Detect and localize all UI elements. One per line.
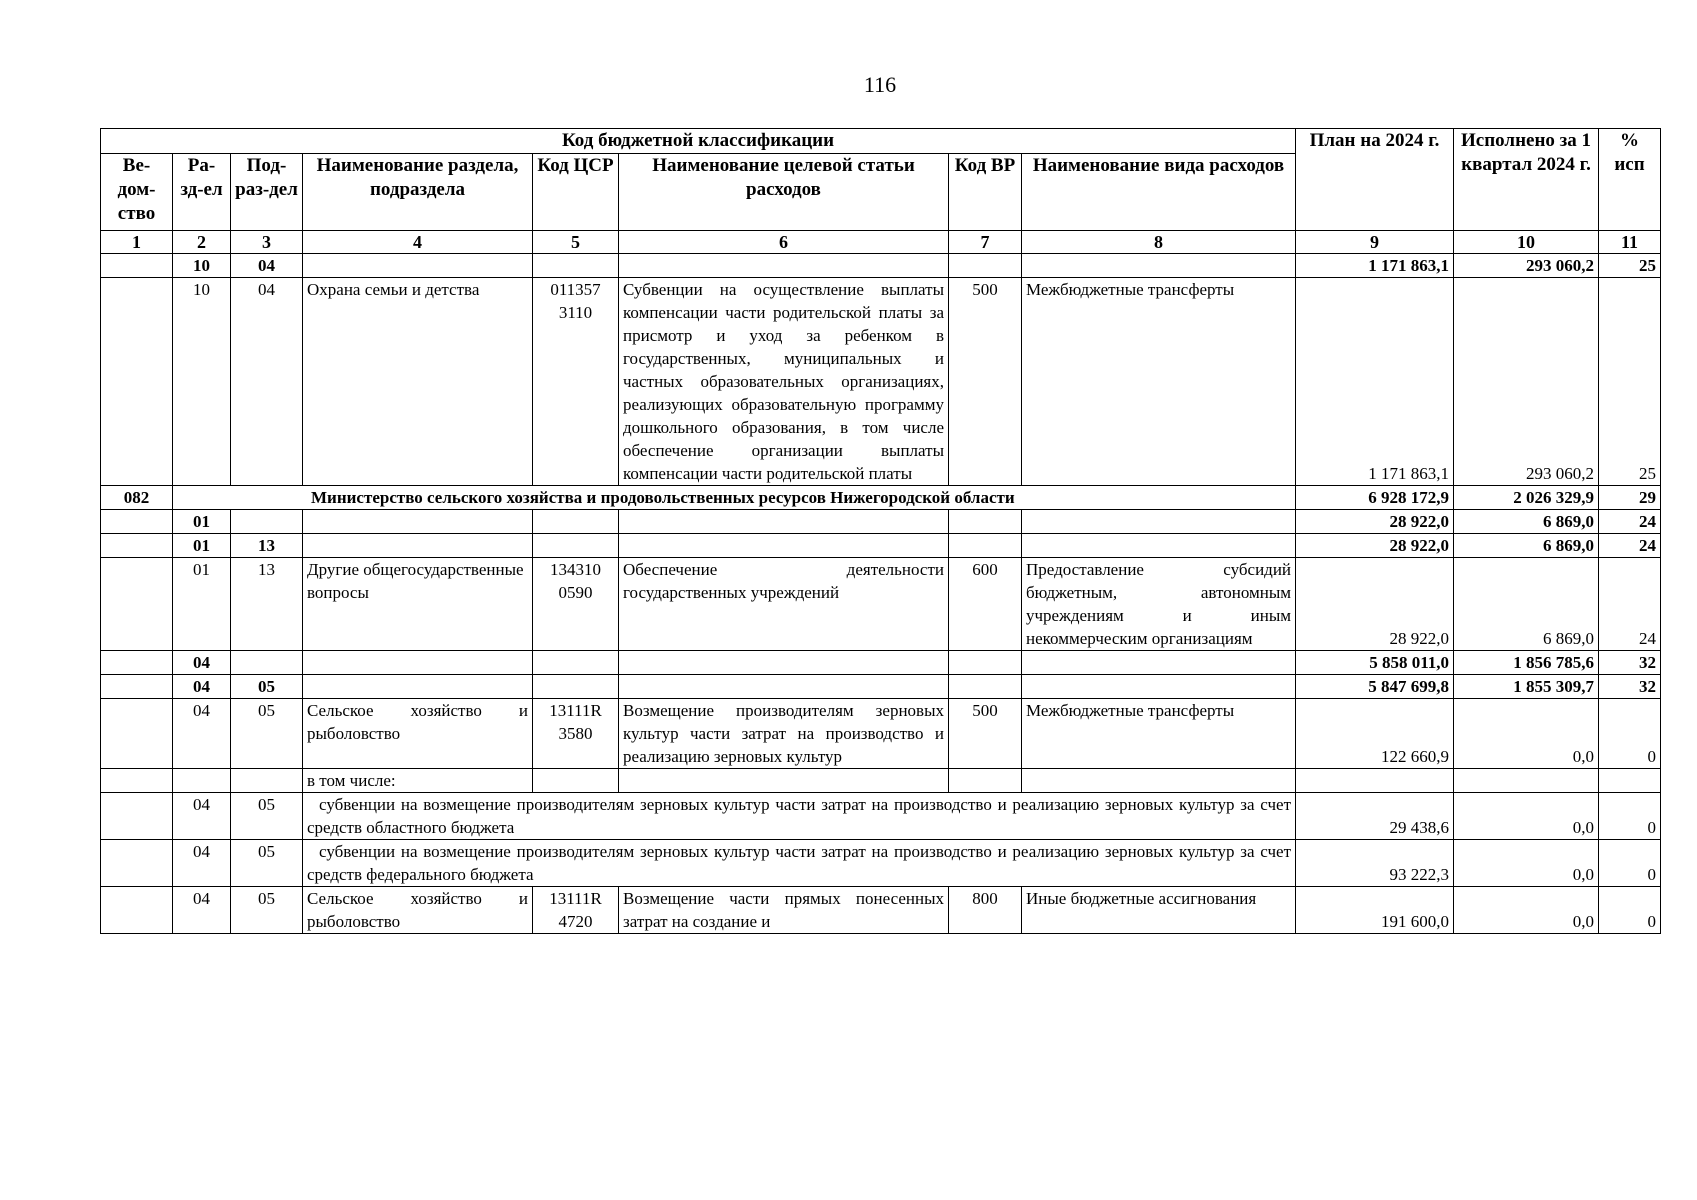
podrazdel-cell: 05 xyxy=(231,840,303,887)
pct-cell: 32 xyxy=(1599,675,1661,699)
ispolneno-cell: 293 060,2 xyxy=(1454,278,1599,486)
podrazdel-cell: 04 xyxy=(231,278,303,486)
table-row xyxy=(101,558,1661,651)
razdel-cell: 04 xyxy=(173,887,231,934)
col-number: 8 xyxy=(1022,231,1296,254)
podrazdel-cell: 13 xyxy=(231,558,303,651)
col-number: 10 xyxy=(1454,231,1599,254)
naim-celevoy-cell: Субвенции на осуществление выплаты компенсации части родительской платы за присмотр и уход за ребенком в государственных, муниципальных и частных образовательных организациях, реализующих образовательную программу дошкольного образования, в том числе обеспечение организации выплаты компенсации части родительской платы xyxy=(619,278,949,486)
ispolneno-cell: 0,0 xyxy=(1454,699,1599,769)
plan-cell: 191 600,0 xyxy=(1296,887,1454,934)
table-row xyxy=(101,675,1661,699)
col-razdel-header: Ра-зд-ел xyxy=(173,154,231,231)
table-row xyxy=(101,769,1661,793)
kod-csr-cell: 134310 0590 xyxy=(533,558,619,651)
razdel-cell: 10 xyxy=(173,278,231,486)
plan-cell: 28 922,0 xyxy=(1296,558,1454,651)
pct-cell: 25 xyxy=(1599,254,1661,278)
kod-vr-cell: 500 xyxy=(949,278,1022,486)
pct-cell: 0 xyxy=(1599,699,1661,769)
naim-celevoy-cell: Возмещение части прямых понесенных затрат на создание и xyxy=(619,887,949,934)
naim-razdela-cell: Сельское хозяйство и рыболовство xyxy=(303,887,533,934)
ispolneno-cell: 293 060,2 xyxy=(1454,254,1599,278)
pct-cell: 0 xyxy=(1599,840,1661,887)
col-vedomstvo-header: Ве-дом-ство xyxy=(101,154,173,231)
ispolneno-cell: 1 856 785,6 xyxy=(1454,651,1599,675)
col-number: 11 xyxy=(1599,231,1661,254)
kbk-title: Код бюджетной классификации xyxy=(101,129,1296,154)
podrazdel-cell: 05 xyxy=(231,887,303,934)
col-ispolneno-header: Исполнено за 1 квартал 2024 г. xyxy=(1454,129,1599,231)
table-row xyxy=(101,651,1661,675)
col-number: 2 xyxy=(173,231,231,254)
plan-cell: 1 171 863,1 xyxy=(1296,254,1454,278)
razdel-cell: 04 xyxy=(173,793,231,840)
pct-cell: 32 xyxy=(1599,651,1661,675)
table-row xyxy=(101,840,1661,887)
column-number-row xyxy=(101,231,1661,254)
col-kod-csr-header: Код ЦСР xyxy=(533,154,619,231)
col-number: 9 xyxy=(1296,231,1454,254)
ispolneno-cell: 6 869,0 xyxy=(1454,534,1599,558)
ispolneno-cell: 6 869,0 xyxy=(1454,558,1599,651)
pct-cell: 24 xyxy=(1599,558,1661,651)
col-number: 5 xyxy=(533,231,619,254)
col-podrazdel-header: Под-раз-дел xyxy=(231,154,303,231)
pct-cell: 0 xyxy=(1599,793,1661,840)
naim-vida-cell: Иные бюджетные ассигнования xyxy=(1022,887,1296,934)
ispolneno-cell: 1 855 309,7 xyxy=(1454,675,1599,699)
table-row xyxy=(101,887,1661,934)
razdel-cell: 01 xyxy=(173,510,231,534)
plan-cell: 122 660,9 xyxy=(1296,699,1454,769)
table-row xyxy=(101,699,1661,769)
kod-vr-cell: 500 xyxy=(949,699,1022,769)
budget-table xyxy=(100,128,1661,934)
naim-vida-cell: Предоставление субсидий бюджетным, автономным учреждениям и иным некоммерческим организациям xyxy=(1022,558,1296,651)
ispolneno-cell: 0,0 xyxy=(1454,793,1599,840)
razdel-cell: 10 xyxy=(173,254,231,278)
col-naim-vida-header: Наименование вида расходов xyxy=(1022,154,1296,231)
naim-vida-cell: Межбюджетные трансферты xyxy=(1022,699,1296,769)
plan-cell: 5 847 699,8 xyxy=(1296,675,1454,699)
razdel-cell: 01 xyxy=(173,534,231,558)
pct-cell: 24 xyxy=(1599,534,1661,558)
vedomstvo-cell: 082 xyxy=(101,486,173,510)
plan-cell: 93 222,3 xyxy=(1296,840,1454,887)
col-number: 4 xyxy=(303,231,533,254)
kod-vr-cell: 600 xyxy=(949,558,1022,651)
podrazdel-cell: 05 xyxy=(231,793,303,840)
naim-vida-cell: Межбюджетные трансферты xyxy=(1022,278,1296,486)
plan-cell: 28 922,0 xyxy=(1296,510,1454,534)
naim-celevoy-cell: Обеспечение деятельности государственных учреждений xyxy=(619,558,949,651)
kod-csr-cell: 13111R 4720 xyxy=(533,887,619,934)
col-pct-header: % исп xyxy=(1599,129,1661,231)
plan-cell: 29 438,6 xyxy=(1296,793,1454,840)
ministry-name-cell: Министерство сельского хозяйства и продовольственных ресурсов Нижегородской области xyxy=(173,486,1296,510)
ispolneno-cell: 6 869,0 xyxy=(1454,510,1599,534)
naim-celevoy-cell: Возмещение производителям зерновых культур части затрат на производство и реализацию зерновых культур xyxy=(619,699,949,769)
plan-cell: 1 171 863,1 xyxy=(1296,278,1454,486)
header-row-1 xyxy=(101,129,1661,154)
razdel-cell: 01 xyxy=(173,558,231,651)
table-row xyxy=(101,534,1661,558)
podrazdel-cell: 05 xyxy=(231,675,303,699)
col-number: 7 xyxy=(949,231,1022,254)
table-row xyxy=(101,510,1661,534)
podrazdel-cell: 04 xyxy=(231,254,303,278)
pct-cell: 0 xyxy=(1599,887,1661,934)
col-number: 6 xyxy=(619,231,949,254)
naim-razdela-cell: Другие общегосударственные вопросы xyxy=(303,558,533,651)
kod-csr-cell: 011357 3110 xyxy=(533,278,619,486)
col-number: 1 xyxy=(101,231,173,254)
table-row xyxy=(101,254,1661,278)
page-number: 116 xyxy=(863,72,897,97)
razdel-cell: 04 xyxy=(173,675,231,699)
podrazdel-cell: 13 xyxy=(231,534,303,558)
kod-vr-cell: 800 xyxy=(949,887,1022,934)
subvention-text-cell: субвенции на возмещение производителям зерновых культур части затрат на производство и реализацию зерновых культур за счет средств областного бюджета xyxy=(303,793,1296,840)
table-row xyxy=(101,278,1661,486)
plan-cell: 28 922,0 xyxy=(1296,534,1454,558)
naim-razdela-cell: Сельское хозяйство и рыболовство xyxy=(303,699,533,769)
pct-cell: 24 xyxy=(1599,510,1661,534)
ispolneno-cell: 0,0 xyxy=(1454,840,1599,887)
plan-cell: 6 928 172,9 xyxy=(1296,486,1454,510)
razdel-cell: 04 xyxy=(173,840,231,887)
razdel-cell: 04 xyxy=(173,651,231,675)
pct-cell: 29 xyxy=(1599,486,1661,510)
kod-csr-cell: 13111R 3580 xyxy=(533,699,619,769)
col-naim-celevoy-header: Наименование целевой статьи расходов xyxy=(619,154,949,231)
pct-cell: 25 xyxy=(1599,278,1661,486)
naim-razdela-cell: в том числе: xyxy=(303,769,533,793)
col-kod-vr-header: Код ВР xyxy=(949,154,1022,231)
table-row xyxy=(101,486,1661,510)
table-row xyxy=(101,793,1661,840)
razdel-cell: 04 xyxy=(173,699,231,769)
plan-cell: 5 858 011,0 xyxy=(1296,651,1454,675)
ispolneno-cell: 0,0 xyxy=(1454,887,1599,934)
col-plan-header: План на 2024 г. xyxy=(1296,129,1454,231)
naim-razdela-cell: Охрана семьи и детства xyxy=(303,278,533,486)
subvention-text-cell: субвенции на возмещение производителям зерновых культур части затрат на производство и реализацию зерновых культур за счет средств федерального бюджета xyxy=(303,840,1296,887)
col-naim-razdela-header: Наименование раздела, подраздела xyxy=(303,154,533,231)
podrazdel-cell: 05 xyxy=(231,699,303,769)
ispolneno-cell: 2 026 329,9 xyxy=(1454,486,1599,510)
col-number: 3 xyxy=(231,231,303,254)
